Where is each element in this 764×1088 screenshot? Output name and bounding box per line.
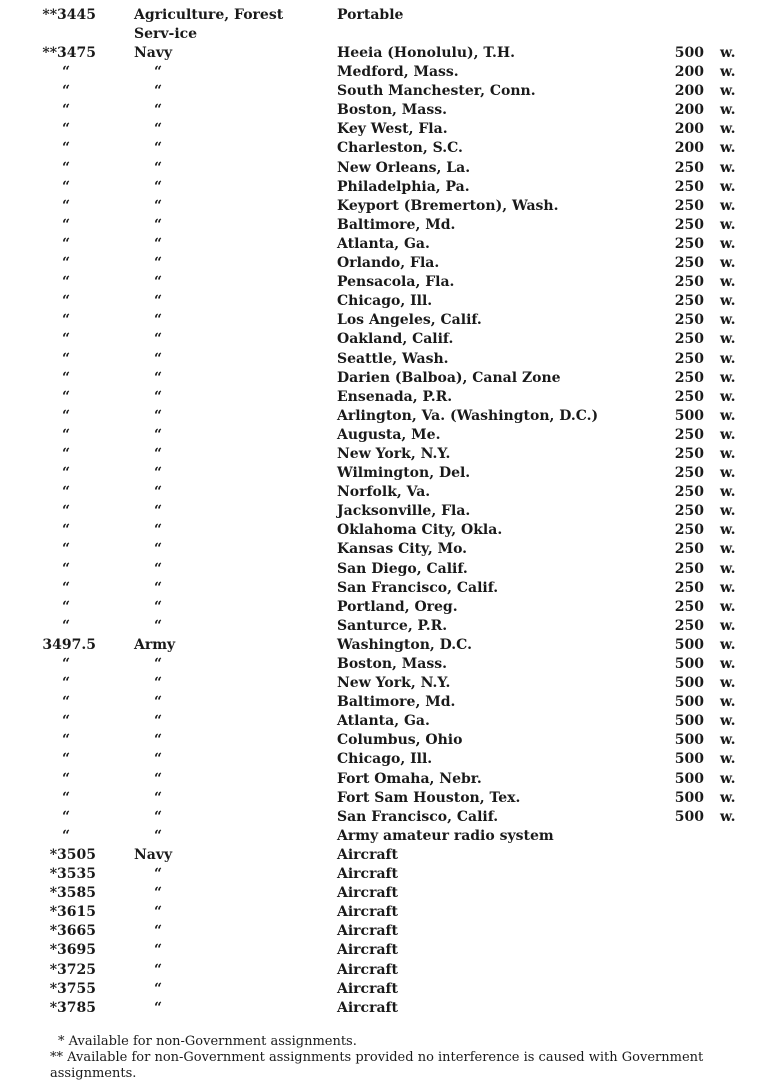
location-cell: Aircraft [337, 942, 399, 959]
agency-cell: “ [154, 445, 163, 462]
unit-cell: w. [720, 407, 736, 424]
location-cell: Jacksonville, Fla. [337, 503, 471, 520]
agency-cell: “ [154, 999, 163, 1016]
frequency-cell: “ [61, 675, 70, 692]
table-row [0, 82, 764, 101]
power-cell: 500 [674, 45, 704, 61]
agency-cell: “ [154, 159, 163, 176]
power-cell: 500 [674, 636, 704, 653]
table-row [0, 407, 764, 426]
power-cell: 250 [674, 617, 704, 634]
agency-cell: “ [154, 904, 163, 921]
unit-cell: w. [720, 102, 736, 119]
table-row [0, 483, 764, 502]
location-cell: Los Angeles, Calif. [337, 312, 482, 329]
table-row [0, 254, 764, 273]
table-row [0, 6, 764, 44]
table-row [0, 426, 764, 445]
agency-cell: “ [154, 407, 163, 424]
agency-cell: “ [154, 350, 163, 367]
frequency-cell: “ [61, 83, 70, 100]
location-cell: Aircraft [337, 885, 399, 902]
frequency-cell: “ [61, 465, 70, 482]
location-cell: Kansas City, Mo. [337, 541, 468, 558]
frequency-cell: “ [61, 445, 70, 462]
location-cell: Washington, D.C. [337, 636, 472, 653]
table-row [0, 540, 764, 559]
location-cell: Boston, Mass. [337, 102, 447, 119]
frequency-cell: “ [61, 159, 70, 176]
agency-cell: “ [154, 827, 163, 844]
frequency-cell: “ [61, 808, 70, 825]
power-cell: 250 [674, 579, 704, 596]
frequency-cell: *3615 [49, 904, 96, 921]
frequency-cell: “ [61, 312, 70, 329]
location-cell: Charleston, S.C. [337, 140, 463, 157]
table-row [0, 350, 764, 369]
agency-cell: “ [154, 579, 163, 596]
unit-cell: w. [720, 64, 736, 81]
power-cell: 250 [674, 274, 704, 291]
location-cell: San Francisco, Calif. [337, 808, 499, 825]
location-cell: Heeia (Honolulu), T.H. [337, 45, 515, 61]
agency-cell: “ [154, 866, 163, 883]
location-cell: South Manchester, Conn. [337, 83, 536, 100]
power-cell: 250 [674, 522, 704, 539]
location-cell: Philadelphia, Pa. [337, 178, 470, 195]
location-cell: Aircraft [337, 846, 399, 863]
frequency-cell: “ [61, 274, 70, 291]
agency-cell: “ [154, 235, 163, 252]
table-row [0, 273, 764, 292]
table-row [0, 903, 764, 922]
frequency-cell: “ [61, 407, 70, 424]
location-cell: Aircraft [337, 923, 399, 940]
power-cell: 250 [674, 159, 704, 176]
power-cell: 250 [674, 426, 704, 443]
location-cell: Fort Omaha, Nebr. [337, 770, 482, 787]
unit-cell: w. [720, 675, 736, 692]
table-row [0, 980, 764, 999]
frequency-cell: “ [61, 827, 70, 844]
unit-cell: w. [720, 350, 736, 367]
unit-cell: w. [720, 235, 736, 252]
agency-cell: “ [154, 178, 163, 195]
agency-cell: “ [154, 465, 163, 482]
power-cell: 250 [674, 465, 704, 482]
location-cell: New Orleans, La. [337, 159, 471, 176]
table-row [0, 560, 764, 579]
table-row [0, 330, 764, 349]
location-cell: Keyport (Bremerton), Wash. [337, 197, 559, 214]
frequency-cell: “ [61, 388, 70, 405]
table-row [0, 216, 764, 235]
agency-cell: “ [154, 656, 163, 672]
table-row [0, 120, 764, 139]
table-row [0, 235, 764, 254]
location-cell: Norfolk, Va. [337, 484, 431, 501]
table-row [0, 579, 764, 598]
location-cell: Aircraft [337, 961, 399, 978]
unit-cell: w. [720, 598, 736, 615]
location-cell: Orlando, Fla. [337, 255, 440, 272]
table-row [0, 789, 764, 808]
frequency-cell: “ [61, 350, 70, 367]
unit-cell: w. [720, 45, 736, 61]
agency-cell: “ [154, 197, 163, 214]
table-row [0, 827, 764, 846]
power-cell: 250 [674, 598, 704, 615]
power-cell: 500 [674, 656, 704, 672]
power-cell: 500 [674, 732, 704, 749]
agency-cell: “ [154, 121, 163, 138]
frequency-cell: “ [61, 235, 70, 252]
power-cell: 250 [674, 331, 704, 348]
agency-cell: “ [154, 770, 163, 787]
table-row [0, 197, 764, 216]
table-row [0, 884, 764, 903]
unit-cell: w. [720, 789, 736, 806]
frequency-cell: “ [61, 140, 70, 157]
table-row [0, 731, 764, 750]
table-row [0, 636, 764, 655]
agency-cell: “ [154, 713, 163, 730]
frequency-cell: *3785 [49, 999, 96, 1016]
unit-cell: w. [720, 293, 736, 310]
location-cell: Oklahoma City, Okla. [337, 522, 503, 539]
power-cell: 500 [674, 713, 704, 730]
agency-cell: “ [154, 885, 163, 902]
unit-cell: w. [720, 636, 736, 653]
unit-cell: w. [720, 388, 736, 405]
unit-cell: w. [720, 140, 736, 157]
table-row [0, 770, 764, 789]
location-cell: Baltimore, Md. [337, 694, 456, 711]
agency-cell: “ [154, 369, 163, 386]
agency-cell: Navy [134, 45, 173, 61]
footnote-single-asterisk: * Available for non-Government assignments. [58, 1034, 357, 1049]
frequency-cell: *3585 [49, 885, 96, 902]
unit-cell: w. [720, 541, 736, 558]
location-cell: Darien (Balboa), Canal Zone [337, 369, 561, 386]
table-row [0, 999, 764, 1018]
frequency-cell: 3497.5 [42, 636, 96, 653]
unit-cell: w. [720, 808, 736, 825]
table-row [0, 159, 764, 178]
frequency-cell: *3695 [49, 942, 96, 959]
frequency-cell: *3535 [49, 866, 96, 883]
table-row [0, 388, 764, 407]
power-cell: 250 [674, 388, 704, 405]
unit-cell: w. [720, 255, 736, 272]
location-cell: San Diego, Calif. [337, 560, 468, 577]
agency-cell: “ [154, 617, 163, 634]
agency-cell: “ [154, 598, 163, 615]
agency-cell: Navy [134, 846, 173, 863]
power-cell: 250 [674, 197, 704, 214]
location-cell: Portable [337, 7, 404, 23]
agency-cell: “ [154, 64, 163, 81]
agency-cell: “ [154, 388, 163, 405]
frequency-cell: “ [61, 656, 70, 672]
frequency-cell: “ [61, 293, 70, 310]
table-row [0, 502, 764, 521]
agency-cell: Agriculture, Forest Serv-ice [134, 7, 284, 42]
table-row [0, 922, 764, 941]
location-cell: Boston, Mass. [337, 656, 447, 672]
table-row [0, 865, 764, 884]
agency-cell: “ [154, 560, 163, 577]
location-cell: Fort Sam Houston, Tex. [337, 789, 521, 806]
unit-cell: w. [720, 274, 736, 291]
power-cell: 200 [674, 102, 704, 119]
unit-cell: w. [720, 197, 736, 214]
power-cell: 250 [674, 484, 704, 501]
table-row [0, 712, 764, 731]
frequency-cell: “ [61, 216, 70, 233]
agency-cell: “ [154, 694, 163, 711]
unit-cell: w. [720, 503, 736, 520]
power-cell: 500 [674, 407, 704, 424]
unit-cell: w. [720, 770, 736, 787]
power-cell: 200 [674, 83, 704, 100]
power-cell: 200 [674, 64, 704, 81]
location-cell: Baltimore, Md. [337, 216, 456, 233]
agency-cell: “ [154, 961, 163, 978]
table-row [0, 808, 764, 827]
agency-cell: “ [154, 789, 163, 806]
location-cell: Chicago, Ill. [337, 293, 433, 310]
table-row [0, 750, 764, 769]
agency-cell: “ [154, 83, 163, 100]
frequency-table [0, 6, 764, 1018]
agency-cell: “ [154, 426, 163, 443]
table-row [0, 846, 764, 865]
frequency-cell: “ [61, 369, 70, 386]
power-cell: 250 [674, 369, 704, 386]
agency-cell: “ [154, 293, 163, 310]
power-cell: 250 [674, 235, 704, 252]
unit-cell: w. [720, 216, 736, 233]
power-cell: 250 [674, 178, 704, 195]
location-cell: Aircraft [337, 866, 399, 883]
power-cell: 250 [674, 312, 704, 329]
agency-cell: Army [134, 636, 176, 653]
unit-cell: w. [720, 732, 736, 749]
location-cell: Columbus, Ohio [337, 732, 463, 749]
agency-cell: “ [154, 255, 163, 272]
frequency-cell: “ [61, 197, 70, 214]
agency-cell: “ [154, 980, 163, 997]
unit-cell: w. [720, 522, 736, 539]
table-row [0, 44, 764, 63]
power-cell: 500 [674, 751, 704, 768]
frequency-cell: “ [61, 598, 70, 615]
unit-cell: w. [720, 560, 736, 577]
frequency-cell: “ [61, 64, 70, 81]
unit-cell: w. [720, 484, 736, 501]
unit-cell: w. [720, 178, 736, 195]
power-cell: 250 [674, 541, 704, 558]
table-row [0, 445, 764, 464]
unit-cell: w. [720, 713, 736, 730]
unit-cell: w. [720, 331, 736, 348]
frequency-cell: “ [61, 522, 70, 539]
power-cell: 200 [674, 121, 704, 138]
frequency-cell: *3755 [49, 980, 96, 997]
table-row [0, 674, 764, 693]
agency-cell: “ [154, 274, 163, 291]
unit-cell: w. [720, 83, 736, 100]
footnote-double-asterisk: ** Available for non-Government assignments provided no interference is caused with Government assignments. [50, 1050, 704, 1081]
frequency-cell: “ [61, 102, 70, 119]
table-row [0, 521, 764, 540]
table-row [0, 63, 764, 82]
unit-cell: w. [720, 445, 736, 462]
agency-cell: “ [154, 732, 163, 749]
table-row [0, 655, 764, 674]
agency-cell: “ [154, 503, 163, 520]
frequency-cell: *3725 [49, 961, 96, 978]
frequency-cell: “ [61, 331, 70, 348]
frequency-cell: “ [61, 732, 70, 749]
location-cell: Wilmington, Del. [337, 465, 471, 482]
frequency-cell: “ [61, 484, 70, 501]
unit-cell: w. [720, 694, 736, 711]
frequency-cell: “ [61, 579, 70, 596]
frequency-cell: “ [61, 541, 70, 558]
power-cell: 500 [674, 808, 704, 825]
unit-cell: w. [720, 369, 736, 386]
power-cell: 500 [674, 789, 704, 806]
unit-cell: w. [720, 751, 736, 768]
frequency-cell: “ [61, 617, 70, 634]
agency-cell: “ [154, 484, 163, 501]
agency-cell: “ [154, 541, 163, 558]
frequency-cell: *3665 [49, 923, 96, 940]
power-cell: 250 [674, 350, 704, 367]
location-cell: Atlanta, Ga. [337, 235, 430, 252]
agency-cell: “ [154, 808, 163, 825]
agency-cell: “ [154, 942, 163, 959]
location-cell: New York, N.Y. [337, 675, 451, 692]
location-cell: Seattle, Wash. [337, 350, 449, 367]
power-cell: 250 [674, 293, 704, 310]
location-cell: New York, N.Y. [337, 445, 451, 462]
agency-cell: “ [154, 522, 163, 539]
unit-cell: w. [720, 465, 736, 482]
location-cell: Chicago, Ill. [337, 751, 433, 768]
frequency-cell: *3505 [49, 846, 96, 863]
table-row [0, 101, 764, 120]
unit-cell: w. [720, 121, 736, 138]
location-cell: San Francisco, Calif. [337, 579, 499, 596]
frequency-cell: “ [61, 751, 70, 768]
frequency-cell: “ [61, 694, 70, 711]
frequency-cell: “ [61, 178, 70, 195]
table-row [0, 941, 764, 960]
unit-cell: w. [720, 159, 736, 176]
agency-cell: “ [154, 675, 163, 692]
unit-cell: w. [720, 579, 736, 596]
location-cell: Arlington, Va. (Washington, D.C.) [337, 407, 599, 424]
frequency-cell: “ [61, 255, 70, 272]
location-cell: Oakland, Calif. [337, 331, 454, 348]
agency-cell: “ [154, 140, 163, 157]
table-row [0, 617, 764, 636]
power-cell: 500 [674, 770, 704, 787]
frequency-cell: “ [61, 426, 70, 443]
unit-cell: w. [720, 426, 736, 443]
location-cell: Ensenada, P.R. [337, 388, 453, 405]
unit-cell: w. [720, 312, 736, 329]
frequency-cell: “ [61, 121, 70, 138]
table-row [0, 693, 764, 712]
frequency-cell: **3475 [42, 45, 96, 61]
table-row [0, 464, 764, 483]
table-row [0, 292, 764, 311]
location-cell: Army amateur radio system [337, 827, 554, 844]
location-cell: Aircraft [337, 904, 399, 921]
table-row [0, 598, 764, 617]
frequency-cell: “ [61, 770, 70, 787]
power-cell: 250 [674, 503, 704, 520]
location-cell: Aircraft [337, 980, 399, 997]
table-row [0, 369, 764, 388]
table-row [0, 178, 764, 197]
unit-cell: w. [720, 656, 736, 672]
frequency-cell: **3445 [42, 7, 96, 23]
agency-cell: “ [154, 102, 163, 119]
location-cell: Aircraft [337, 999, 399, 1016]
location-cell: Augusta, Me. [337, 426, 441, 443]
frequency-cell: “ [61, 503, 70, 520]
power-cell: 250 [674, 445, 704, 462]
location-cell: Key West, Fla. [337, 121, 448, 138]
location-cell: Pensacola, Fla. [337, 274, 455, 291]
location-cell: Medford, Mass. [337, 64, 459, 81]
unit-cell: w. [720, 617, 736, 634]
frequency-cell: “ [61, 560, 70, 577]
frequency-cell: “ [61, 789, 70, 806]
location-cell: Atlanta, Ga. [337, 713, 430, 730]
power-cell: 250 [674, 560, 704, 577]
agency-cell: “ [154, 216, 163, 233]
agency-cell: “ [154, 923, 163, 940]
location-cell: Santurce, P.R. [337, 617, 448, 634]
footnotes [18, 1034, 758, 1082]
agency-cell: “ [154, 312, 163, 329]
power-cell: 250 [674, 216, 704, 233]
power-cell: 200 [674, 140, 704, 157]
table-row [0, 139, 764, 158]
frequency-cell: “ [61, 713, 70, 730]
power-cell: 500 [674, 675, 704, 692]
power-cell: 500 [674, 694, 704, 711]
power-cell: 250 [674, 255, 704, 272]
agency-cell: “ [154, 331, 163, 348]
table-row [0, 961, 764, 980]
agency-cell: “ [154, 751, 163, 768]
location-cell: Portland, Oreg. [337, 598, 458, 615]
table-row [0, 311, 764, 330]
